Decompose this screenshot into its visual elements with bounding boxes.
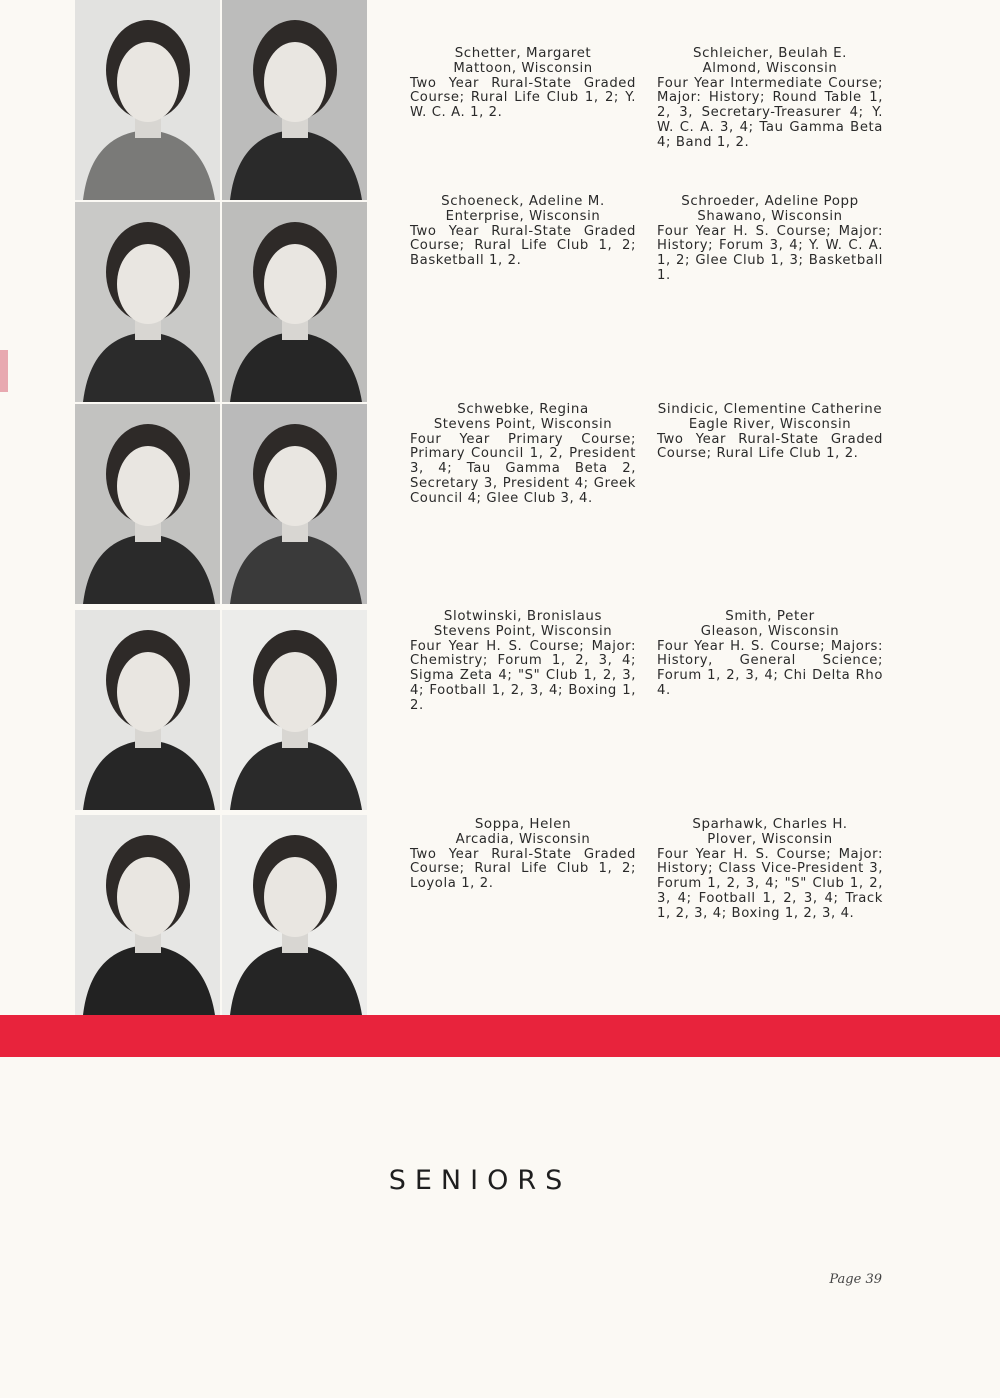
student-activities: Four Year H. S. Course; Majors: History, General Science; Forum 1, 2, 3, 4; Chi Delta Rho 4. <box>657 638 883 698</box>
student-entry <box>410 195 636 269</box>
student-entry <box>410 818 636 892</box>
student-entry <box>657 610 883 699</box>
student-entry <box>657 403 883 462</box>
portrait-photo <box>222 202 367 402</box>
student-activities: Two Year Rural-State Graded Course; Rural Life Club 1, 2; Loyola 1, 2. <box>410 846 636 892</box>
page-edge-mark <box>0 350 8 392</box>
student-entry <box>657 818 883 922</box>
portrait-photo <box>222 815 367 1015</box>
student-entry <box>410 403 636 507</box>
portrait-photo <box>75 610 220 810</box>
red-divider-band <box>0 1015 1000 1057</box>
student-activities: Two Year Rural-State Graded Course; Rural Life Club 1, 2. <box>657 431 883 462</box>
student-name: Sindicic, Clementine Catherine <box>657 402 883 417</box>
student-name: Soppa, Helen <box>474 817 572 832</box>
student-activities: Four Year Primary Course; Primary Council 1, 2, President 3, 4; Tau Gamma Beta 2, Secretary 3, President 4; Greek Council 4; Glee Club 3, 4. <box>410 431 636 506</box>
student-hometown: Arcadia, Wisconsin <box>455 831 591 847</box>
student-hometown: Enterprise, Wisconsin <box>445 208 601 224</box>
student-hometown: Plover, Wisconsin <box>707 831 833 847</box>
portrait-photo <box>222 610 367 810</box>
student-entry <box>410 47 636 121</box>
student-activities: Two Year Rural-State Graded Course; Rural Life Club 1, 2; Basketball 1, 2. <box>410 223 636 269</box>
student-name: Smith, Peter <box>725 609 815 624</box>
portrait-grid <box>75 0 377 1018</box>
portrait-photo <box>75 815 220 1015</box>
section-title: SENIORS <box>388 1165 572 1196</box>
student-name: Schleicher, Beulah E. <box>692 46 848 61</box>
student-activities: Four Year Intermediate Course; Major: History; Round Table 1, 2, 3, Secretary-Treasurer 4; Y. W. C. A. 3, 4; Tau Gamma Beta 4; Band 1, 2. <box>657 75 883 150</box>
student-hometown: Mattoon, Wisconsin <box>453 60 593 76</box>
student-name: Slotwinski, Bronislaus <box>443 609 603 624</box>
student-entry <box>657 47 883 151</box>
student-entry <box>657 195 883 284</box>
student-entry <box>410 610 636 714</box>
student-activities: Four Year H. S. Course; Major: History; Class Vice-President 3, Forum 1, 2, 3, 4; "S" Club 1, 2, 3, 4; Football 1, 2, 3, 4; Track 1, 2, 3, 4; Boxing 1, 2, 3, 4. <box>657 846 883 921</box>
student-hometown: Shawano, Wisconsin <box>697 208 843 224</box>
portrait-photo <box>75 404 220 604</box>
student-hometown: Stevens Point, Wisconsin <box>433 623 613 639</box>
portrait-photo <box>222 0 367 200</box>
page-number: Page 39 <box>829 1272 882 1287</box>
student-name: Schroeder, Adeline Popp <box>681 194 859 209</box>
student-activities: Four Year H. S. Course; Major: Chemistry; Forum 1, 2, 3, 4; Sigma Zeta 4; "S" Club 1, 2, 3, 4; Football 1, 2, 3, 4; Boxing 1, 2. <box>410 638 636 713</box>
portrait-photo <box>222 404 367 604</box>
student-name: Schetter, Margaret <box>454 46 592 61</box>
student-name: Schoeneck, Adeline M. <box>441 194 605 209</box>
student-hometown: Eagle River, Wisconsin <box>688 416 852 432</box>
student-hometown: Gleason, Wisconsin <box>700 623 840 639</box>
student-activities: Two Year Rural-State Graded Course; Rural Life Club 1, 2; Y. W. C. A. 1, 2. <box>410 75 636 121</box>
student-activities: Four Year H. S. Course; Major: History; Forum 3, 4; Y. W. C. A. 1, 2; Glee Club 1, 3; Basketball 1. <box>657 223 883 283</box>
student-entries <box>400 0 900 1000</box>
student-hometown: Almond, Wisconsin <box>702 60 838 76</box>
student-hometown: Stevens Point, Wisconsin <box>433 416 613 432</box>
student-name: Sparhawk, Charles H. <box>692 817 848 832</box>
portrait-photo <box>75 202 220 402</box>
portrait-photo <box>75 0 220 200</box>
student-name: Schwebke, Regina <box>457 402 589 417</box>
